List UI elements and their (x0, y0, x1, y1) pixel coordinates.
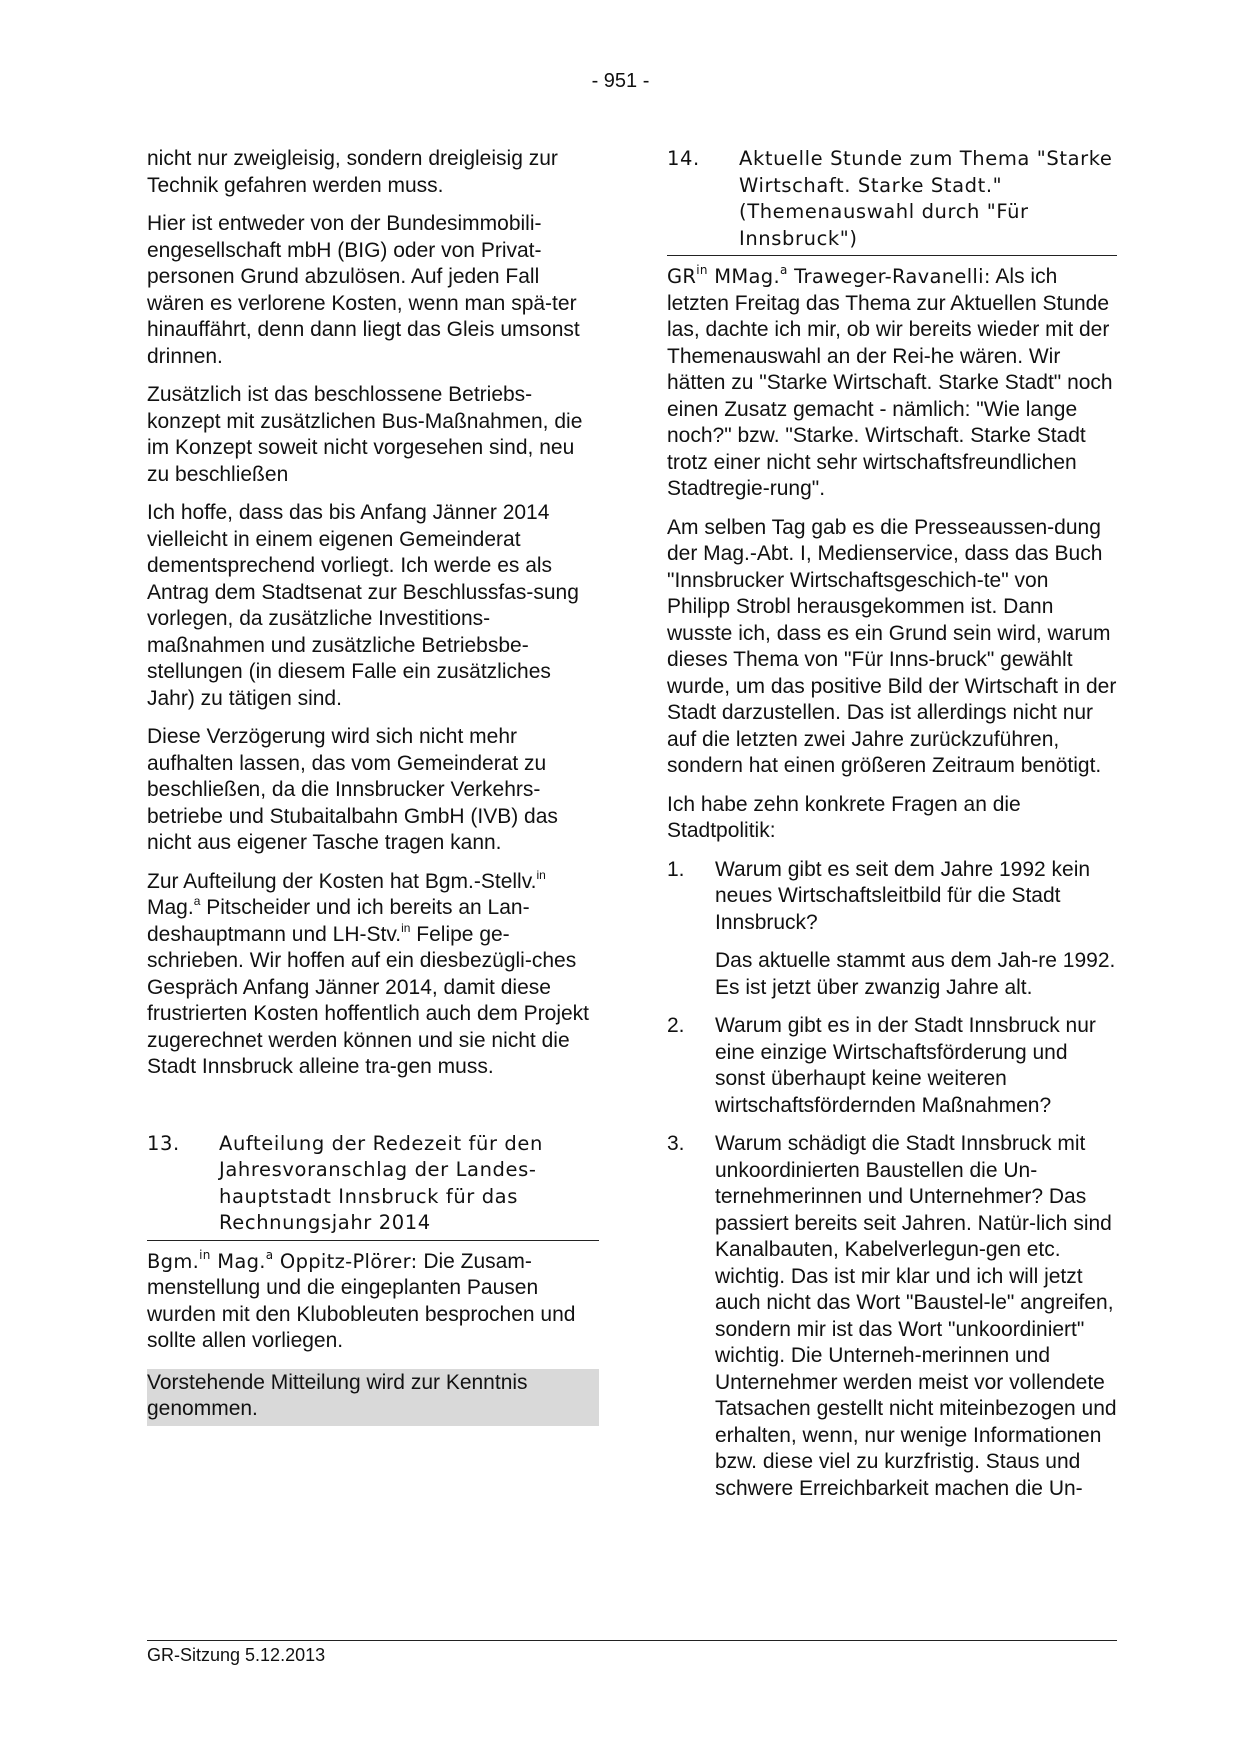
section-heading-14 (667, 146, 1117, 256)
footer-divider (147, 1640, 1117, 1641)
question-item (667, 1013, 1117, 1119)
speaker-statement: $GR^{in}$ MMag.$^a$ Traweger-Ravanelli: Als ich letzten Freitag das Thema zur Aktuellen Stunde las, dachte ich mir, ob wir bereits wieder mit der Themenauswahl an der Rei-he wären. Wir hätten zu "Starke Wirtschaft. Starke Stadt" noch einen Zusatz gemacht - nämlich: "Wie lange noch?" bzw. "Starke. Wirtschaft. Starke Stadt trotz einer nicht sehr wirtschaftsfreundlichen Stadtregie-rung". (667, 263, 1113, 500)
paragraph: Ich hoffe, dass das bis Anfang Jänner 2014 vielleicht in einem eigenen Gemeinderat dementsprechend vorliegt. Ich werde es als Antrag dem Stadtsenat zur Beschlussfas-sung vorlegen, da zusätzliche Investitions-maßnahmen und zusätzliche Betriebsbe-stellungen (in diesem Falle ein zusätzliches Jahr) zu tätigen sind. (147, 501, 579, 710)
resolution-note: Vorstehende Mitteilung wird zur Kenntnis genommen. (147, 1369, 599, 1426)
paragraph: Ich habe zehn konkrete Fragen an die Stadtpolitik: (667, 792, 1021, 842)
paragraph: Zusätzlich ist das beschlossene Betriebs-konzept mit zusätzlichen Bus-Maßnahmen, die im Konzept soweit nicht vorgesehen sind, neu zu beschließen (147, 383, 583, 486)
section-number: 14. (667, 147, 700, 170)
footer-text: GR-Sitzung 5.12.2013 (147, 1645, 326, 1665)
section-title: Aufteilung der Redezeit für den Jahresvoranschlag der Landes-hauptstadt Innsbruck für das Rechnungsjahr 2014 (219, 1131, 543, 1234)
question-item (667, 857, 1117, 1002)
left-column (147, 146, 599, 1426)
question-text: Warum gibt es in der Stadt Innsbruck nur eine einzige Wirtschaftsförderung und sonst überhaupt keine weiteren wirtschaftsfördernden Maßnahmen? (715, 1014, 1096, 1117)
speaker-name: $GR^{in}$ MMag.$^a$ Traweger-Ravanelli: (667, 263, 991, 288)
speaker-name: Bgm.$^{in}$ Mag.$^a$ Oppitz-Plörer: (147, 1247, 418, 1273)
speaker-statement: Bgm.$^{in}$ Mag.$^a$ Oppitz-Plörer: Die Zusam-menstellung und die eingeplanten Pausen wurden mit den Klubobleuten besprochen und sollte allen vorliegen. (147, 1247, 576, 1352)
paragraph-cost-split: Zur Aufteilung der Kosten hat Bgm.-Stellv.$^{in}$ Mag.$^a$ Pitscheider und ich bereits an Lan-deshauptmann und LH-Stv.$^{in}$ Felipe ge-schrieben. Wir hoffen auf ein diesbezügli-ches Gespräch Anfang Jänner 2014, damit diese frustrierten Kosten hoffentlich auch dem Projekt zugerechnet werden können und sie nicht die Stadt Innsbruck alleine tra-gen muss. (147, 867, 590, 1078)
paragraph: Am selben Tag gab es die Presseaussen-dung der Mag.-Abt. I, Medienservice, dass das Buch "Innsbrucker Wirtschaftsgeschich-te" von Philipp Strobl herausgekommen ist. Dann wusste ich, dass es ein Grund sein wird, warum dieses Thema von "Für Inns-bruck" gewählt wurde, um das positive Bild der Wirtschaft in der Stadt darzustellen. Das ist allerdings nicht nur auf die letzten zwei Jahre zurückzuführen, sondern hat einen größeren Zeitraum benötigt. (667, 515, 1117, 777)
paragraph: nicht nur zweigleisig, sondern dreigleisig zur Technik gefahren werden muss. (147, 147, 558, 197)
question-text: Warum schädigt die Stadt Innsbruck mit unkoordinierten Baustellen die Un-ternehmerinnen und Unternehmer? Das passiert bereits seit Jahren. Natür-lich sind Kanalbauten, Kabelverlegun-gen etc. wichtig. Das ist mir klar und ich will jetzt auch nicht das Wort "Baustel-le" angreifen, sondern mir ist das Wort "unkoordiniert" wichtig. Die Unterneh-merinnen und Unternehmer werden meist vor vollendete Tatsachen gestellt nicht miteinbezogen und erhalten, wenn, nur wenige Informationen bzw. diese viel zu kurzfristig. Staus und schwere Erreichbarkeit machen die Un- (715, 1132, 1117, 1500)
paragraph: Hier ist entweder von der Bundesimmobili-engesellschaft mbH (BIG) oder von Privat-personen Grund abzulösen. Auf jeden Fall wären es verlorene Kosten, wenn man spä-ter hinauffährt, denn dann liegt das Gleis umsonst drinnen. (147, 212, 580, 368)
section-heading-13 (147, 1131, 599, 1241)
page-number: - 951 - (591, 70, 650, 92)
question-extra: Das aktuelle stammt aus dem Jah-re 1992. Es ist jetzt über zwanzig Jahre alt. (715, 949, 1116, 999)
question-number: 3. (667, 1132, 685, 1155)
section-title: Aktuelle Stunde zum Thema "Starke Wirtschaft. Starke Stadt." (Themenauswahl durch "Für Innsbruck") (739, 147, 1113, 250)
question-item (667, 1131, 1117, 1502)
paragraph: Diese Verzögerung wird sich nicht mehr aufhalten lassen, das vom Gemeinderat zu beschließen, da die Innsbrucker Verkehrs-betriebe und Stubaitalbahn GmbH (IVB) das nicht aus eigener Tasche tragen kann. (147, 725, 558, 854)
question-number: 1. (667, 857, 685, 881)
question-text: Warum gibt es seit dem Jahre 1992 kein neues Wirtschaftsleitbild für die Stadt Innsbruck? (715, 857, 1091, 934)
section-number: 13. (147, 1131, 180, 1155)
right-column (667, 146, 1117, 1514)
question-number: 2. (667, 1014, 685, 1037)
